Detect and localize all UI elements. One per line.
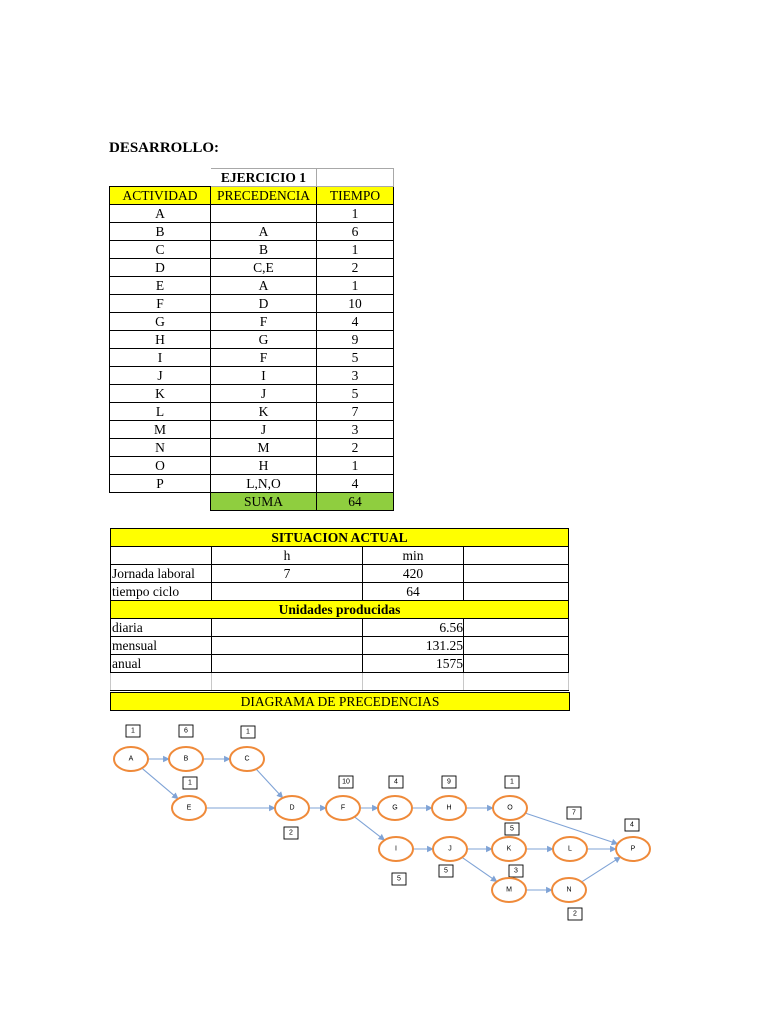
diaria-label: diaria bbox=[111, 619, 212, 637]
cell-tiempo: 5 bbox=[317, 385, 394, 403]
cell-actividad: H bbox=[110, 331, 211, 349]
diaria-spacer bbox=[212, 619, 363, 637]
node-h bbox=[432, 796, 466, 820]
time-value: 4 bbox=[630, 821, 634, 829]
units-spacer bbox=[111, 547, 212, 565]
sum-label: SUMA bbox=[211, 493, 317, 511]
node-label: G bbox=[392, 804, 398, 812]
cell-actividad: M bbox=[110, 421, 211, 439]
cell-precedencia: J bbox=[211, 385, 317, 403]
anual-spacer bbox=[212, 655, 363, 673]
activity-row bbox=[110, 367, 394, 385]
cell-actividad: I bbox=[110, 349, 211, 367]
time-box-n bbox=[568, 908, 582, 920]
cell-tiempo: 10 bbox=[317, 295, 394, 313]
header-actividad: ACTIVIDAD bbox=[110, 187, 211, 205]
cell-tiempo: 3 bbox=[317, 421, 394, 439]
node-j bbox=[433, 837, 467, 861]
node-p bbox=[616, 837, 650, 861]
activity-row bbox=[110, 331, 394, 349]
node-label: E bbox=[186, 804, 192, 812]
blank-row-cell bbox=[363, 673, 464, 691]
node-d bbox=[275, 796, 309, 820]
jornada-empty bbox=[464, 565, 569, 583]
activity-row bbox=[110, 223, 394, 241]
blank-row-cell bbox=[464, 673, 569, 691]
time-box-a bbox=[126, 725, 140, 737]
node-g bbox=[378, 796, 412, 820]
cell-tiempo: 4 bbox=[317, 475, 394, 493]
node-e bbox=[172, 796, 206, 820]
mensual-empty bbox=[464, 637, 569, 655]
header-tiempo: TIEMPO bbox=[317, 187, 394, 205]
activity-row bbox=[110, 277, 394, 295]
cell-precedencia: A bbox=[211, 277, 317, 295]
time-value: 2 bbox=[573, 910, 577, 918]
diagram-nodes bbox=[114, 747, 650, 902]
cell-actividad: C bbox=[110, 241, 211, 259]
units-empty bbox=[464, 547, 569, 565]
cell-actividad: O bbox=[110, 457, 211, 475]
jornada-h: 7 bbox=[212, 565, 363, 583]
node-label: C bbox=[244, 755, 250, 763]
blank-row-cell bbox=[212, 673, 363, 691]
time-box-o bbox=[505, 776, 519, 788]
cell-actividad: A bbox=[110, 205, 211, 223]
cell-precedencia: D bbox=[211, 295, 317, 313]
mensual-spacer bbox=[212, 637, 363, 655]
time-box-c bbox=[241, 726, 255, 738]
mensual-label: mensual bbox=[111, 637, 212, 655]
mensual-value: 131.25 bbox=[363, 637, 464, 655]
node-n bbox=[552, 878, 586, 902]
ciclo-label: tiempo ciclo bbox=[111, 583, 212, 601]
node-f bbox=[326, 796, 360, 820]
cell-tiempo: 2 bbox=[317, 259, 394, 277]
cell-precedencia: K bbox=[211, 403, 317, 421]
cell-precedencia: L,N,O bbox=[211, 475, 317, 493]
ciclo-h bbox=[212, 583, 363, 601]
node-label: I bbox=[395, 845, 397, 853]
cell-actividad: K bbox=[110, 385, 211, 403]
node-label: J bbox=[448, 845, 452, 853]
edge-J-M bbox=[462, 857, 497, 881]
ejercicio-title: EJERCICIO 1 bbox=[211, 169, 317, 187]
cell-tiempo: 3 bbox=[317, 367, 394, 385]
cell-precedencia: F bbox=[211, 313, 317, 331]
node-label: M bbox=[506, 886, 512, 894]
node-o bbox=[493, 796, 527, 820]
time-value: 1 bbox=[188, 779, 192, 787]
time-value: 9 bbox=[447, 778, 451, 786]
activity-row bbox=[110, 349, 394, 367]
sum-spacer bbox=[110, 493, 211, 511]
anual-label: anual bbox=[111, 655, 212, 673]
cell-actividad: E bbox=[110, 277, 211, 295]
node-label: L bbox=[568, 845, 572, 853]
jornada-min: 420 bbox=[363, 565, 464, 583]
edge-C-D bbox=[256, 769, 283, 798]
node-label: K bbox=[506, 845, 512, 853]
cell-tiempo: 7 bbox=[317, 403, 394, 421]
time-value: 2 bbox=[289, 829, 293, 837]
time-box-e bbox=[183, 777, 197, 789]
col-h-header: h bbox=[212, 547, 363, 565]
situacion-title: SITUACION ACTUAL bbox=[111, 529, 569, 547]
cell-actividad: B bbox=[110, 223, 211, 241]
cell-actividad: L bbox=[110, 403, 211, 421]
edge-A-E bbox=[142, 768, 178, 799]
time-value: 4 bbox=[394, 778, 398, 786]
time-box-p bbox=[625, 819, 639, 831]
ejercicio-table bbox=[109, 168, 394, 511]
cell-actividad: G bbox=[110, 313, 211, 331]
time-value: 6 bbox=[184, 727, 188, 735]
cell-precedencia: G bbox=[211, 331, 317, 349]
cell-precedencia: A bbox=[211, 223, 317, 241]
node-label: P bbox=[630, 845, 636, 853]
diaria-empty bbox=[464, 619, 569, 637]
time-value: 1 bbox=[510, 778, 514, 786]
diaria-value: 6.56 bbox=[363, 619, 464, 637]
activity-row bbox=[110, 295, 394, 313]
ciclo-empty bbox=[464, 583, 569, 601]
node-m bbox=[492, 878, 526, 902]
node-label: F bbox=[340, 804, 346, 812]
cell-precedencia: F bbox=[211, 349, 317, 367]
cell-tiempo: 6 bbox=[317, 223, 394, 241]
time-box-d bbox=[284, 827, 298, 839]
sum-value: 64 bbox=[317, 493, 394, 511]
cell-tiempo: 1 bbox=[317, 277, 394, 295]
cell-actividad: F bbox=[110, 295, 211, 313]
blank-row-cell bbox=[111, 673, 212, 691]
cell-actividad: N bbox=[110, 439, 211, 457]
caption-empty-cell bbox=[317, 169, 394, 187]
cell-precedencia: J bbox=[211, 421, 317, 439]
ejercicio-rows bbox=[110, 205, 394, 493]
activity-row bbox=[110, 259, 394, 277]
node-k bbox=[492, 837, 526, 861]
unidades-title: Unidades producidas bbox=[111, 601, 569, 619]
activity-row bbox=[110, 403, 394, 421]
activity-row bbox=[110, 313, 394, 331]
cell-precedencia bbox=[211, 205, 317, 223]
node-a bbox=[114, 747, 148, 771]
situacion-table bbox=[110, 528, 569, 691]
cell-precedencia: C,E bbox=[211, 259, 317, 277]
caption-spacer bbox=[110, 169, 211, 187]
time-box-k bbox=[505, 823, 519, 835]
time-value: 5 bbox=[444, 867, 448, 875]
time-value: 5 bbox=[397, 875, 401, 883]
time-value: 1 bbox=[246, 728, 250, 736]
time-box-g bbox=[389, 776, 403, 788]
node-c bbox=[230, 747, 264, 771]
time-box-h bbox=[442, 776, 456, 788]
node-b bbox=[169, 747, 203, 771]
activity-row bbox=[110, 205, 394, 223]
node-label: B bbox=[183, 755, 189, 763]
edge-N-P bbox=[582, 857, 621, 882]
cell-tiempo: 9 bbox=[317, 331, 394, 349]
anual-value: 1575 bbox=[363, 655, 464, 673]
time-box-f bbox=[339, 776, 353, 788]
section-heading: DESARROLLO: bbox=[109, 140, 220, 156]
time-value: 10 bbox=[342, 778, 350, 786]
cell-precedencia: B bbox=[211, 241, 317, 259]
node-label: A bbox=[128, 755, 134, 763]
diagrama-title: DIAGRAMA DE PRECEDENCIAS bbox=[110, 692, 570, 711]
col-min-header: min bbox=[363, 547, 464, 565]
header-precedencia: PRECEDENCIA bbox=[211, 187, 317, 205]
cell-tiempo: 1 bbox=[317, 241, 394, 259]
cell-actividad: D bbox=[110, 259, 211, 277]
activity-row bbox=[110, 421, 394, 439]
time-value: 1 bbox=[131, 727, 135, 735]
activity-row bbox=[110, 475, 394, 493]
time-box-l bbox=[567, 807, 581, 819]
node-l bbox=[553, 837, 587, 861]
time-box-i bbox=[392, 873, 406, 885]
node-i bbox=[379, 837, 413, 861]
activity-row bbox=[110, 241, 394, 259]
cell-actividad: J bbox=[110, 367, 211, 385]
time-box-m bbox=[509, 865, 523, 877]
time-value: 3 bbox=[514, 867, 518, 875]
node-label: N bbox=[566, 886, 572, 894]
edge-F-I bbox=[354, 817, 384, 840]
cell-tiempo: 4 bbox=[317, 313, 394, 331]
node-label: D bbox=[289, 804, 295, 812]
cell-tiempo: 1 bbox=[317, 457, 394, 475]
time-value: 7 bbox=[572, 809, 576, 817]
anual-empty bbox=[464, 655, 569, 673]
ciclo-min: 64 bbox=[363, 583, 464, 601]
precedence-diagram bbox=[0, 715, 768, 930]
cell-precedencia: M bbox=[211, 439, 317, 457]
activity-row bbox=[110, 385, 394, 403]
node-label: H bbox=[446, 804, 452, 812]
cell-precedencia: I bbox=[211, 367, 317, 385]
time-value: 5 bbox=[510, 825, 514, 833]
diagram-edges bbox=[142, 759, 621, 890]
time-box-b bbox=[179, 725, 193, 737]
cell-tiempo: 2 bbox=[317, 439, 394, 457]
cell-actividad: P bbox=[110, 475, 211, 493]
time-box-j bbox=[439, 865, 453, 877]
node-label: O bbox=[507, 804, 513, 812]
activity-row bbox=[110, 439, 394, 457]
jornada-label: Jornada laboral bbox=[111, 565, 212, 583]
activity-row bbox=[110, 457, 394, 475]
cell-tiempo: 1 bbox=[317, 205, 394, 223]
cell-tiempo: 5 bbox=[317, 349, 394, 367]
cell-precedencia: H bbox=[211, 457, 317, 475]
